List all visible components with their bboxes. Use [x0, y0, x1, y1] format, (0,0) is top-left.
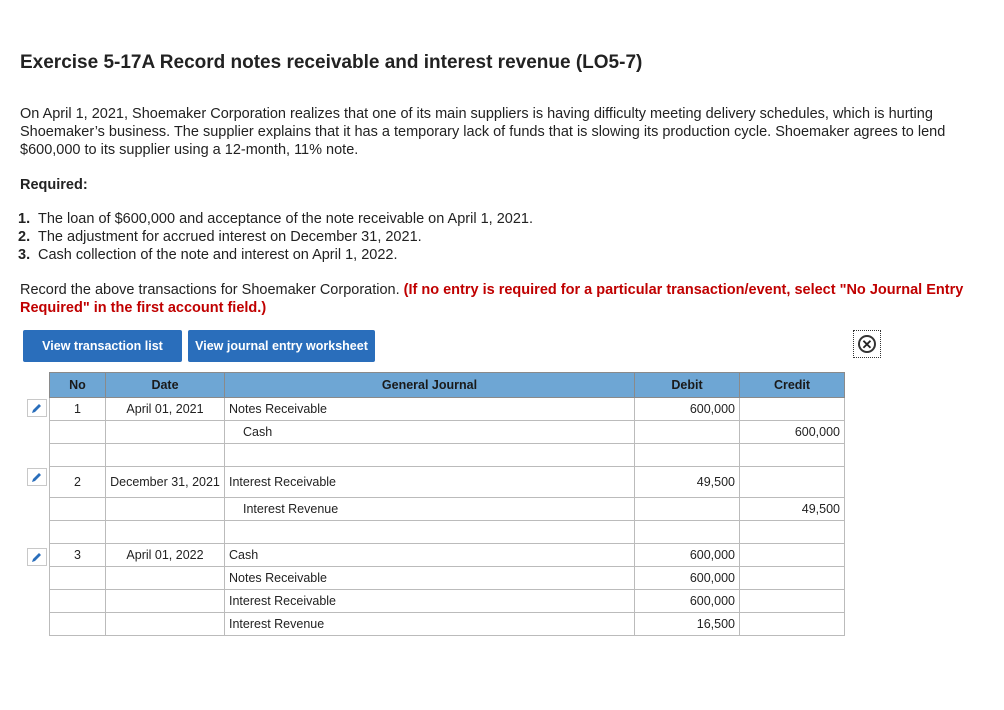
instructions: Record the above transactions for Shoemaker Corporation. (If no entry is required for a particular transaction/event, select "No Journal Entry Required" in the first account field.) [20, 282, 964, 316]
entry-number: 3 [50, 544, 106, 567]
required-item: 3. Cash collection of the note and interest on April 1, 2022. [18, 247, 398, 263]
table-row [50, 544, 845, 567]
header-credit: Credit [740, 373, 845, 398]
entry-number [50, 613, 106, 636]
account-name[interactable]: Interest Revenue [225, 498, 635, 521]
edit-pencil-icon[interactable] [27, 399, 47, 417]
entry-number: 2 [50, 467, 106, 498]
required-item: 2. The adjustment for accrued interest on December 31, 2021. [18, 229, 422, 245]
credit-amount[interactable] [740, 567, 845, 590]
entry-number [50, 498, 106, 521]
problem-description: On April 1, 2021, Shoemaker Corporation realizes that one of its main suppliers is having difficulty meeting delivery schedules, which is hurting Shoemaker’s business. The supplier explains that it has a temporary lack of funds that is slowing its production cycle. Shoemaker agrees to lend $600,000 to its supplier using a 12-month, 11% note. [20, 106, 946, 158]
required-item: 1. The loan of $600,000 and acceptance of the note receivable on April 1, 2021. [18, 211, 533, 227]
spacer-row [50, 521, 845, 544]
entry-date [106, 498, 225, 521]
header-date: Date [106, 373, 225, 398]
journal-table [49, 372, 845, 636]
page-title: Exercise 5-17A Record notes receivable and interest revenue (LO5-7) [20, 52, 643, 73]
debit-amount[interactable]: 600,000 [635, 590, 740, 613]
table-row [50, 613, 845, 636]
account-name[interactable]: Notes Receivable [225, 398, 635, 421]
entry-date [106, 613, 225, 636]
account-name[interactable]: Notes Receivable [225, 567, 635, 590]
entry-date: April 01, 2022 [106, 544, 225, 567]
entry-date [106, 590, 225, 613]
account-name[interactable]: Interest Receivable [225, 590, 635, 613]
account-name[interactable]: Cash [225, 421, 635, 444]
entry-date [106, 567, 225, 590]
circle-x-icon[interactable]: ✕ [853, 330, 881, 358]
entry-number [50, 590, 106, 613]
entry-date [106, 421, 225, 444]
credit-amount[interactable]: 600,000 [740, 421, 845, 444]
debit-amount[interactable]: 600,000 [635, 567, 740, 590]
entry-date: December 31, 2021 [106, 467, 225, 498]
header-debit: Debit [635, 373, 740, 398]
debit-amount[interactable] [635, 421, 740, 444]
entry-number [50, 421, 106, 444]
account-name[interactable]: Interest Receivable [225, 467, 635, 498]
table-row [50, 590, 845, 613]
edit-pencil-icon[interactable] [27, 548, 47, 566]
instructions-note: (If no entry is required for a particular transaction/event, select "No Journal Entry Required" in the first account field.) [20, 282, 964, 316]
credit-amount[interactable] [740, 613, 845, 636]
table-row [50, 498, 845, 521]
table-row [50, 398, 845, 421]
credit-amount[interactable] [740, 544, 845, 567]
header-no: No [50, 373, 106, 398]
view-transaction-list-button[interactable]: View transaction list [23, 330, 182, 362]
table-row [50, 421, 845, 444]
required-list [18, 210, 533, 264]
debit-amount[interactable]: 16,500 [635, 613, 740, 636]
entry-number: 1 [50, 398, 106, 421]
table-row [50, 467, 845, 498]
debit-amount[interactable]: 600,000 [635, 544, 740, 567]
view-journal-entry-worksheet-button[interactable]: View journal entry worksheet [188, 330, 375, 362]
credit-amount[interactable] [740, 467, 845, 498]
account-name[interactable]: Interest Revenue [225, 613, 635, 636]
debit-amount[interactable]: 49,500 [635, 467, 740, 498]
credit-amount[interactable] [740, 398, 845, 421]
account-name[interactable]: Cash [225, 544, 635, 567]
required-heading: Required: [20, 177, 88, 193]
entry-date: April 01, 2021 [106, 398, 225, 421]
debit-amount[interactable] [635, 498, 740, 521]
debit-amount[interactable]: 600,000 [635, 398, 740, 421]
credit-amount[interactable] [740, 590, 845, 613]
entry-number [50, 567, 106, 590]
table-row [50, 567, 845, 590]
spacer-row [50, 444, 845, 467]
edit-pencil-icon[interactable] [27, 468, 47, 486]
credit-amount[interactable]: 49,500 [740, 498, 845, 521]
header-general-journal: General Journal [225, 373, 635, 398]
